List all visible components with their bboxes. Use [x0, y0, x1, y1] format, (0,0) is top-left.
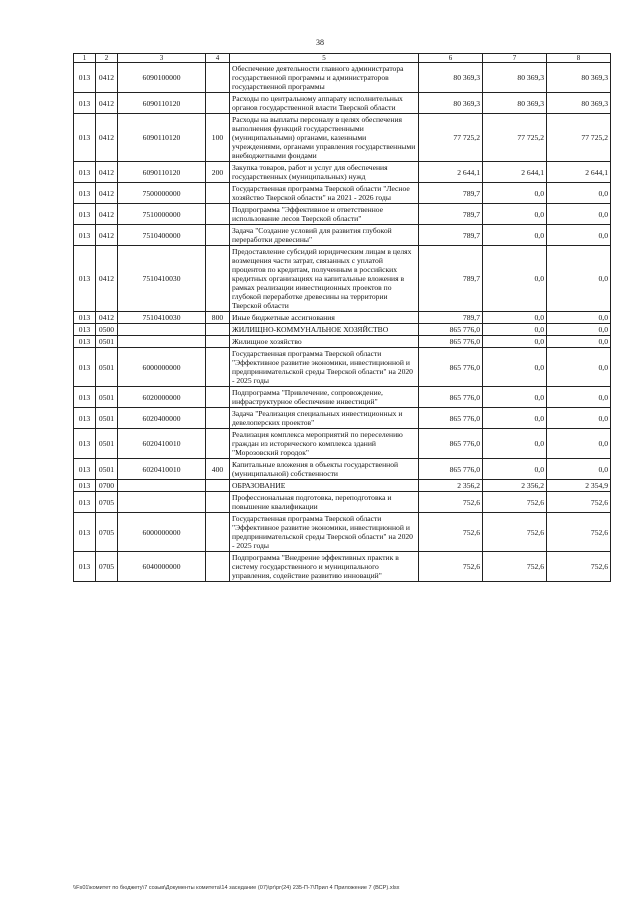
section-code-cell: 0501 — [96, 408, 118, 429]
table-row — [74, 183, 611, 204]
expense-type-cell — [206, 204, 230, 225]
amount-col8-cell: 0,0 — [547, 312, 611, 324]
amount-col7-cell: 752,6 — [483, 513, 547, 552]
column-number: 1 — [74, 54, 96, 63]
target-article-cell: 7500000000 — [118, 183, 206, 204]
item-name-cell: Профессиональная подготовка, переподготовка и повышение квалификации — [230, 492, 419, 513]
target-article-cell: 6090110120 — [118, 93, 206, 114]
table-row — [74, 348, 611, 387]
amount-col6-cell: 865 776,0 — [419, 387, 483, 408]
section-code-cell: 0412 — [96, 246, 118, 312]
amount-col8-cell: 0,0 — [547, 225, 611, 246]
target-article-cell: 6090110120 — [118, 114, 206, 162]
amount-col8-cell: 0,0 — [547, 336, 611, 348]
amount-col7-cell: 80 369,3 — [483, 93, 547, 114]
column-number: 4 — [206, 54, 230, 63]
table-row — [74, 459, 611, 480]
amount-col7-cell: 0,0 — [483, 246, 547, 312]
amount-col8-cell: 0,0 — [547, 408, 611, 429]
target-article-cell — [118, 480, 206, 492]
amount-col6-cell: 789,7 — [419, 204, 483, 225]
item-name-cell: Государственная программа Тверской области "Эффективное развитие экономики, инвестиционной и предпринимательской среды Тверской области" на 2020 - 2025 годы — [230, 348, 419, 387]
admin-code-cell: 013 — [74, 162, 96, 183]
item-name-cell: Расходы на выплаты персоналу в целях обеспечения выполнения функций государственными (муниципальными) органами, казенными учреждениями, органами управления государственными внебюджетными фондами — [230, 114, 419, 162]
table-row — [74, 387, 611, 408]
amount-col8-cell: 0,0 — [547, 246, 611, 312]
admin-code-cell: 013 — [74, 459, 96, 480]
target-article-cell: 6000000000 — [118, 513, 206, 552]
amount-col8-cell: 2 354,9 — [547, 480, 611, 492]
amount-col8-cell: 752,6 — [547, 513, 611, 552]
column-number-row — [74, 54, 611, 63]
column-number: 5 — [230, 54, 419, 63]
admin-code-cell: 013 — [74, 513, 96, 552]
section-code-cell: 0501 — [96, 459, 118, 480]
budget-table — [73, 53, 611, 582]
expense-type-cell — [206, 492, 230, 513]
column-number: 3 — [118, 54, 206, 63]
item-name-cell: Подпрограмма "Эффективное и ответственное использование лесов Тверской области" — [230, 204, 419, 225]
amount-col8-cell: 80 369,3 — [547, 93, 611, 114]
expense-type-cell — [206, 513, 230, 552]
section-code-cell: 0501 — [96, 387, 118, 408]
table-row — [74, 552, 611, 582]
expense-type-cell: 100 — [206, 114, 230, 162]
expense-type-cell — [206, 246, 230, 312]
amount-col7-cell: 2 644,1 — [483, 162, 547, 183]
section-code-cell: 0412 — [96, 162, 118, 183]
section-code-cell: 0412 — [96, 312, 118, 324]
admin-code-cell: 013 — [74, 183, 96, 204]
amount-col6-cell: 865 776,0 — [419, 336, 483, 348]
expense-type-cell — [206, 183, 230, 204]
section-code-cell: 0412 — [96, 204, 118, 225]
target-article-cell: 6020410010 — [118, 429, 206, 459]
expense-type-cell — [206, 429, 230, 459]
section-code-cell: 0412 — [96, 93, 118, 114]
amount-col6-cell: 789,7 — [419, 225, 483, 246]
admin-code-cell: 013 — [74, 312, 96, 324]
table-row — [74, 93, 611, 114]
amount-col7-cell: 2 356,2 — [483, 480, 547, 492]
amount-col8-cell: 0,0 — [547, 348, 611, 387]
item-name-cell: Подпрограмма "Привлечение, сопровождение, инфраструктурное обеспечение инвестиций" — [230, 387, 419, 408]
target-article-cell: 6020400000 — [118, 408, 206, 429]
item-name-cell: Расходы по центральному аппарату исполнительных органов государственной власти Тверской области — [230, 93, 419, 114]
amount-col6-cell: 789,7 — [419, 312, 483, 324]
amount-col7-cell: 0,0 — [483, 459, 547, 480]
item-name-cell: Иные бюджетные ассигнования — [230, 312, 419, 324]
page-number: 38 — [316, 38, 324, 47]
item-name-cell: Жилищное хозяйство — [230, 336, 419, 348]
item-name-cell: Задача "Реализация специальных инвестиционных и девелоперских проектов" — [230, 408, 419, 429]
section-code-cell: 0501 — [96, 429, 118, 459]
target-article-cell — [118, 324, 206, 336]
expense-type-cell — [206, 225, 230, 246]
amount-col7-cell: 752,6 — [483, 492, 547, 513]
table-row — [74, 513, 611, 552]
amount-col6-cell: 77 725,2 — [419, 114, 483, 162]
amount-col7-cell: 0,0 — [483, 312, 547, 324]
item-name-cell: Подпрограмма "Внедрение эффективных практик в систему государственного и муниципального управления, содействие развитию инноваций" — [230, 552, 419, 582]
target-article-cell: 6090110120 — [118, 162, 206, 183]
amount-col6-cell: 2 644,1 — [419, 162, 483, 183]
amount-col8-cell: 0,0 — [547, 204, 611, 225]
column-number: 6 — [419, 54, 483, 63]
admin-code-cell: 013 — [74, 348, 96, 387]
expense-type-cell — [206, 408, 230, 429]
admin-code-cell: 013 — [74, 225, 96, 246]
table-row — [74, 204, 611, 225]
amount-col6-cell: 80 369,3 — [419, 63, 483, 93]
item-name-cell: Предоставление субсидий юридическим лицам в целях возмещения части затрат, связанных с уплатой процентов по кредитам, полученным в российских кредитных организациях на капитальные вложения в рамках реализации инвестиционных проектов по глубокой переработке древесины на территории Тверской области — [230, 246, 419, 312]
section-code-cell: 0412 — [96, 114, 118, 162]
expense-type-cell: 800 — [206, 312, 230, 324]
amount-col6-cell: 752,6 — [419, 552, 483, 582]
table-row — [74, 336, 611, 348]
target-article-cell: 7510000000 — [118, 204, 206, 225]
table-row — [74, 492, 611, 513]
amount-col8-cell: 752,6 — [547, 552, 611, 582]
amount-col8-cell: 0,0 — [547, 324, 611, 336]
expense-type-cell — [206, 324, 230, 336]
table-row — [74, 480, 611, 492]
admin-code-cell: 013 — [74, 480, 96, 492]
amount-col7-cell: 0,0 — [483, 324, 547, 336]
amount-col6-cell: 865 776,0 — [419, 459, 483, 480]
amount-col6-cell: 865 776,0 — [419, 348, 483, 387]
section-code-cell: 0705 — [96, 513, 118, 552]
target-article-cell: 6000000000 — [118, 348, 206, 387]
expense-type-cell — [206, 336, 230, 348]
target-article-cell: 6020000000 — [118, 387, 206, 408]
amount-col6-cell: 789,7 — [419, 246, 483, 312]
item-name-cell: Государственная программа Тверской области "Эффективное развитие экономики, инвестиционной и предпринимательской среды Тверской области" на 2020 - 2025 годы — [230, 513, 419, 552]
table-row — [74, 312, 611, 324]
file-path-footer: \\Fs01\комитет по бюджету\7 созыв\Документы комитета\14 заседание (07)\рг\рг(24) 235-П-7\Прил 4 Приложение 7 (ВСР).xlsx — [73, 885, 400, 891]
column-number: 8 — [547, 54, 611, 63]
admin-code-cell: 013 — [74, 492, 96, 513]
table-row — [74, 324, 611, 336]
amount-col7-cell: 0,0 — [483, 387, 547, 408]
item-name-cell: ОБРАЗОВАНИЕ — [230, 480, 419, 492]
admin-code-cell: 013 — [74, 93, 96, 114]
admin-code-cell: 013 — [74, 204, 96, 225]
admin-code-cell: 013 — [74, 387, 96, 408]
section-code-cell: 0412 — [96, 225, 118, 246]
target-article-cell: 7510400000 — [118, 225, 206, 246]
expense-type-cell — [206, 480, 230, 492]
section-code-cell: 0705 — [96, 552, 118, 582]
column-number: 7 — [483, 54, 547, 63]
section-code-cell: 0412 — [96, 63, 118, 93]
amount-col7-cell: 80 369,3 — [483, 63, 547, 93]
amount-col7-cell: 0,0 — [483, 336, 547, 348]
item-name-cell: Закупка товаров, работ и услуг для обеспечения государственных (муниципальных) нужд — [230, 162, 419, 183]
amount-col6-cell: 2 356,2 — [419, 480, 483, 492]
amount-col8-cell: 0,0 — [547, 183, 611, 204]
table-row — [74, 63, 611, 93]
item-name-cell: Реализация комплекса мероприятий по переселению граждан из исторического комплекса зданий "Морозовский городок" — [230, 429, 419, 459]
section-code-cell: 0705 — [96, 492, 118, 513]
amount-col6-cell: 80 369,3 — [419, 93, 483, 114]
target-article-cell — [118, 336, 206, 348]
target-article-cell: 7510410030 — [118, 246, 206, 312]
expense-type-cell: 200 — [206, 162, 230, 183]
column-number: 2 — [96, 54, 118, 63]
target-article-cell: 6040000000 — [118, 552, 206, 582]
table-row — [74, 225, 611, 246]
admin-code-cell: 013 — [74, 408, 96, 429]
table-row — [74, 162, 611, 183]
amount-col7-cell: 0,0 — [483, 348, 547, 387]
item-name-cell: Обеспечение деятельности главного администратора государственной программы и администраторов государственной программы — [230, 63, 419, 93]
amount-col6-cell: 865 776,0 — [419, 429, 483, 459]
admin-code-cell: 013 — [74, 63, 96, 93]
admin-code-cell: 013 — [74, 429, 96, 459]
section-code-cell: 0412 — [96, 183, 118, 204]
item-name-cell: ЖИЛИЩНО-КОММУНАЛЬНОЕ ХОЗЯЙСТВО — [230, 324, 419, 336]
amount-col7-cell: 0,0 — [483, 429, 547, 459]
amount-col8-cell: 2 644,1 — [547, 162, 611, 183]
amount-col6-cell: 789,7 — [419, 183, 483, 204]
amount-col7-cell: 752,6 — [483, 552, 547, 582]
amount-col6-cell: 865 776,0 — [419, 324, 483, 336]
amount-col6-cell: 752,6 — [419, 513, 483, 552]
item-name-cell: Государственная программа Тверской области "Лесное хозяйство Тверской области" на 2021 - 2026 годы — [230, 183, 419, 204]
item-name-cell: Задача "Создание условий для развития глубокой переработки древесины" — [230, 225, 419, 246]
amount-col7-cell: 0,0 — [483, 408, 547, 429]
admin-code-cell: 013 — [74, 324, 96, 336]
expense-type-cell — [206, 552, 230, 582]
amount-col8-cell: 0,0 — [547, 429, 611, 459]
expense-type-cell — [206, 63, 230, 93]
target-article-cell — [118, 492, 206, 513]
amount-col6-cell: 865 776,0 — [419, 408, 483, 429]
target-article-cell: 6020410010 — [118, 459, 206, 480]
amount-col8-cell: 0,0 — [547, 387, 611, 408]
section-code-cell: 0500 — [96, 324, 118, 336]
table-row — [74, 408, 611, 429]
amount-col6-cell: 752,6 — [419, 492, 483, 513]
admin-code-cell: 013 — [74, 114, 96, 162]
amount-col8-cell: 80 369,3 — [547, 63, 611, 93]
amount-col7-cell: 77 725,2 — [483, 114, 547, 162]
admin-code-cell: 013 — [74, 552, 96, 582]
expense-type-cell — [206, 387, 230, 408]
table-row — [74, 429, 611, 459]
amount-col7-cell: 0,0 — [483, 225, 547, 246]
expense-type-cell — [206, 348, 230, 387]
item-name-cell: Капитальные вложения в объекты государственной (муниципальной) собственности — [230, 459, 419, 480]
section-code-cell: 0501 — [96, 348, 118, 387]
section-code-cell: 0501 — [96, 336, 118, 348]
expense-type-cell — [206, 93, 230, 114]
expense-type-cell: 400 — [206, 459, 230, 480]
target-article-cell: 7510410030 — [118, 312, 206, 324]
amount-col7-cell: 0,0 — [483, 183, 547, 204]
amount-col8-cell: 752,6 — [547, 492, 611, 513]
table-row — [74, 246, 611, 312]
admin-code-cell: 013 — [74, 246, 96, 312]
amount-col7-cell: 0,0 — [483, 204, 547, 225]
section-code-cell: 0700 — [96, 480, 118, 492]
admin-code-cell: 013 — [74, 336, 96, 348]
target-article-cell: 6090100000 — [118, 63, 206, 93]
amount-col8-cell: 0,0 — [547, 459, 611, 480]
amount-col8-cell: 77 725,2 — [547, 114, 611, 162]
table-row — [74, 114, 611, 162]
